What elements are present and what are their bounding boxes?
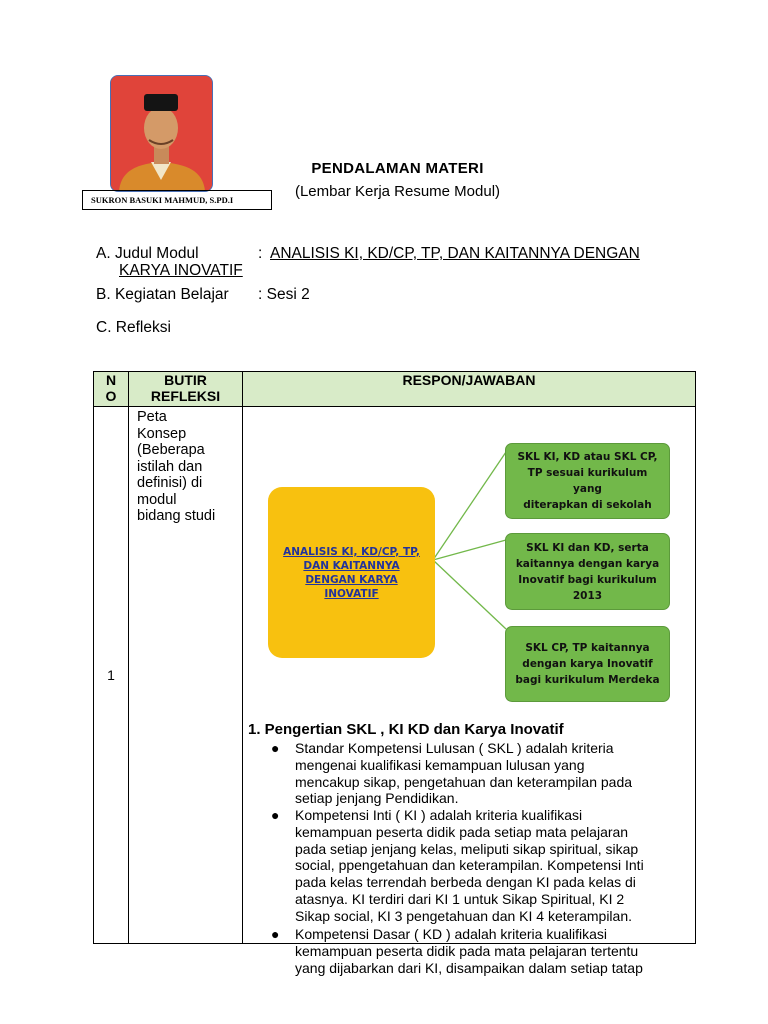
table-header-row — [94, 372, 696, 407]
page-subtitle: (Lembar Kerja Resume Modul) — [294, 183, 501, 200]
section-heading: 1. Pengertian SKL , KI KD dan Karya Inovatif — [248, 721, 564, 738]
refleksi-label: C. Refleksi — [96, 319, 171, 336]
photo-caption: SUKRON BASUKI MAHMUD, S.PD.I — [82, 190, 272, 210]
profile-photo — [110, 75, 213, 192]
kegiatan-belajar-value: : Sesi 2 — [258, 286, 310, 303]
bullet-skl: Standar Kompetensi Lulusan ( SKL ) adalah kriteria mengenai kualifikasi kemampuan lulusan yang mencakup sikap, pengetahuan dan keterampilan pada setiap jenjang Pendidikan. — [295, 740, 633, 807]
butir-text: Peta Konsep (Beberapa istilah dan definisi) di modul bidang studi — [137, 409, 216, 524]
table-row — [94, 407, 696, 944]
respon-cell — [243, 407, 696, 976]
page-title: PENDALAMAN MATERI — [311, 160, 484, 177]
bullet-icon: ● — [271, 807, 280, 823]
concept-map-center: ANALISIS KI, KD/CP, TP, DAN KAITANNYA DENGAN KARYA INOVATIF — [268, 487, 435, 658]
bullet-kd: Kompetensi Dasar ( KD ) adalah kriteria kualifikasi kemampuan peserta didik pada mata pelajaran tertentu yang dijabarkan dari KI, disampaikan dalam setiap tatap — [295, 926, 643, 976]
person-portrait-icon — [111, 76, 212, 191]
judul-modul-label: A. Judul Modul — [96, 245, 199, 262]
bullet-icon: ● — [271, 926, 280, 942]
concept-map-branch-2: SKL KI dan KD, serta kaitannya dengan karya Inovatif bagi kurikulum 2013 — [505, 533, 670, 610]
refleksi-table — [93, 371, 696, 976]
header-butir-refleksi: BUTIR REFLEKSI — [129, 372, 243, 407]
kegiatan-belajar-label: B. Kegiatan Belajar — [96, 286, 229, 303]
judul-modul-value-line1: ANALISIS KI, KD/CP, TP, DAN KAITANNYA DENGAN — [270, 245, 640, 262]
bullet-ki: Kompetensi Inti ( KI ) adalah kriteria kualifikasi kemampuan peserta didik pada setiap mata pelajaran pada setiap jenjang kelas, meliputi sikap spiritual, sikap social, ppengetahuan dan keterampilan. Kompetensi Inti pada kelas terrendah berbeda dengan KI pada kelas di atasnya. KI terdiri dari KI 1 untuk Sikap Spiritual, KI 2 Sikap social, KI 3 pengetahuan dan KI 4 keterampilan. — [295, 807, 644, 924]
header-no: N O — [94, 372, 129, 407]
judul-modul-value-line2: KARYA INOVATIF — [119, 262, 243, 279]
row-number: 1 — [94, 407, 129, 944]
bullet-icon: ● — [271, 740, 280, 756]
concept-map-branch-1: SKL KI, KD atau SKL CP, TP sesuai kurikulum yang diterapkan di sekolah — [505, 443, 670, 519]
butir-cell — [129, 407, 243, 944]
judul-modul-separator: : — [258, 245, 263, 262]
header-respon-jawaban: RESPON/JAWABAN — [243, 372, 696, 407]
concept-map-branch-3: SKL CP, TP kaitannya dengan karya Inovatif bagi kurikulum Merdeka — [505, 626, 670, 702]
